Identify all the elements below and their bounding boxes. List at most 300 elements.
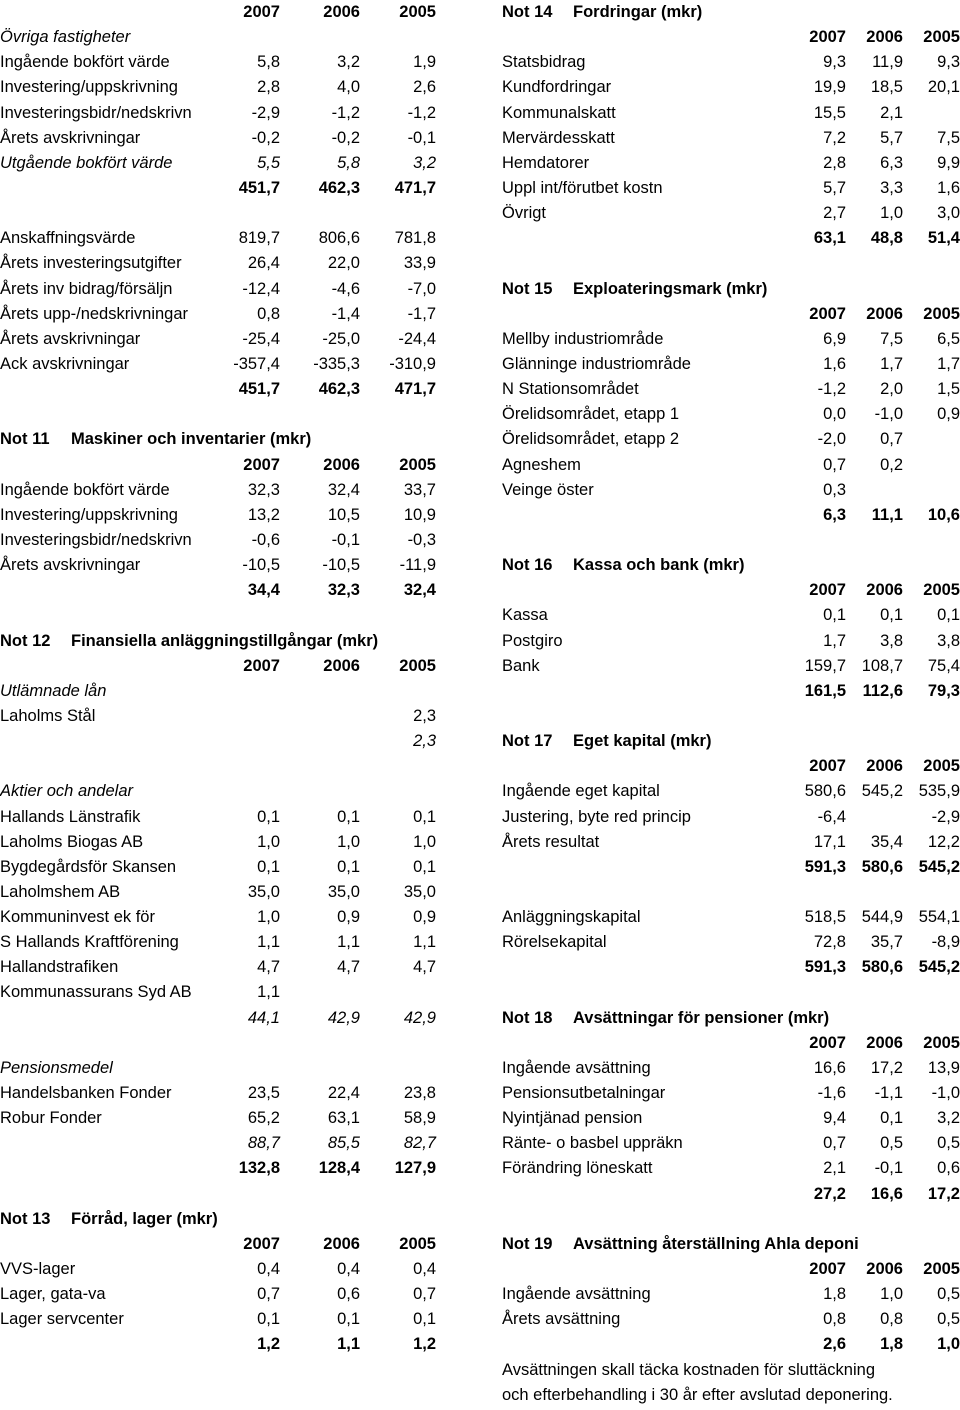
row-label: Utgående bokfört värde (0, 153, 173, 172)
value-2005: -1,7 (407, 304, 436, 323)
year-header-row (502, 1031, 960, 1056)
table-row (502, 352, 960, 377)
value-2006: 0,9 (337, 908, 360, 927)
note-number: Not 18 (502, 1008, 553, 1027)
value-2005: 2005 (923, 757, 960, 776)
table-row (502, 453, 960, 478)
value-2005: -24,4 (398, 329, 436, 348)
value-2005: 0,1 (937, 606, 960, 625)
row-label: S Hallands Kraftförening (0, 933, 179, 952)
table-row (0, 729, 440, 754)
value-2005: 13,9 (927, 1058, 960, 1077)
row-label: Ränte- o basbel uppräkn (502, 1134, 683, 1153)
spacer-row (0, 754, 440, 779)
value-2005: 12,2 (927, 832, 960, 851)
note-title: Avsättningar för pensioner (mkr) (573, 1008, 830, 1027)
value-2006: 4,7 (337, 958, 360, 977)
value-2007: 9,3 (823, 53, 846, 72)
value-2005: 35,0 (403, 882, 436, 901)
value-2005: -1,2 (407, 103, 436, 122)
value-2007: 0,1 (257, 807, 280, 826)
row-label: Rörelsekapital (502, 933, 607, 952)
value-2006: 2,0 (880, 380, 903, 399)
value-2006: -4,6 (331, 279, 360, 298)
value-2007: 591,3 (804, 958, 846, 977)
value-2006: 16,6 (870, 1184, 903, 1203)
value-2006: 0,7 (880, 430, 903, 449)
row-label: Glänninge industriområde (502, 354, 691, 373)
table-row (0, 830, 440, 855)
section-row (0, 779, 440, 804)
row-label: Anläggningskapital (502, 908, 641, 927)
value-2006: -0,1 (331, 530, 360, 549)
row-label: Justering, byte red princip (502, 807, 691, 826)
value-2006: 2006 (866, 304, 903, 323)
table-row (0, 277, 440, 302)
value-2007: 5,8 (257, 53, 280, 72)
value-2006: 0,6 (337, 1285, 360, 1304)
value-2006: 462,3 (318, 178, 360, 197)
value-2005: 0,7 (413, 1285, 436, 1304)
value-2006: 0,2 (880, 455, 903, 474)
value-2007: 0,3 (823, 480, 846, 499)
row-label: Avsättningen skall täcka kostnaden för sluttäckning (502, 1360, 875, 1379)
value-2007: 580,6 (804, 782, 846, 801)
total-row (0, 176, 440, 201)
value-2007: -1,2 (817, 380, 846, 399)
value-2005: 3,0 (937, 204, 960, 223)
value-2005: 0,9 (413, 908, 436, 927)
row-label: Kommunalskatt (502, 103, 616, 122)
value-2005: -1,0 (931, 1084, 960, 1103)
value-2005: -2,9 (931, 807, 960, 826)
table-row (0, 1282, 440, 1307)
row-label: och efterbehandling i 30 år efter avslutad deponering. (502, 1385, 893, 1404)
value-2007: 2007 (809, 304, 846, 323)
value-2006: 2006 (323, 455, 360, 474)
row-label: Årets investeringsutgifter (0, 254, 182, 273)
value-2005: 2005 (399, 656, 436, 675)
value-2007: -6,4 (817, 807, 846, 826)
value-2006: 1,0 (880, 204, 903, 223)
row-label: VVS-lager (0, 1260, 76, 1279)
value-2006: 545,2 (861, 782, 903, 801)
table-row (502, 1282, 960, 1307)
table-row (0, 503, 440, 528)
value-2007: 1,0 (257, 908, 280, 927)
value-2005: 0,1 (413, 807, 436, 826)
table-row (0, 955, 440, 980)
total-row (0, 1156, 440, 1181)
note-heading (502, 1006, 960, 1031)
value-2007: -2,0 (817, 430, 846, 449)
row-label: Mervärdesskatt (502, 128, 615, 147)
note-title: Maskiner och inventarier (mkr) (71, 430, 312, 449)
value-2006: 2,1 (880, 103, 903, 122)
value-2007: 2,6 (823, 1335, 846, 1354)
value-2005: 2,3 (413, 706, 436, 725)
value-2005: 9,9 (937, 153, 960, 172)
value-2007: 44,1 (247, 1008, 280, 1027)
value-2005: 545,2 (918, 857, 960, 876)
section-label: Utlämnade lån (0, 681, 107, 700)
value-2005: 79,3 (927, 681, 960, 700)
table-row (502, 1056, 960, 1081)
value-2005: 2005 (399, 1234, 436, 1253)
note-heading (0, 1207, 440, 1232)
value-2007: 2007 (243, 656, 280, 675)
value-2005: 1,9 (413, 53, 436, 72)
value-2005: 2,3 (413, 732, 436, 751)
value-2007: 0,1 (257, 857, 280, 876)
value-2006: 580,6 (861, 857, 903, 876)
value-2007: 2,1 (823, 1159, 846, 1178)
value-2006: 2006 (323, 656, 360, 675)
value-2005: 4,7 (413, 958, 436, 977)
value-2007: 0,0 (823, 405, 846, 424)
row-label: Postgiro (502, 631, 563, 650)
value-2007: 7,2 (823, 128, 846, 147)
value-2007: 35,0 (247, 882, 280, 901)
value-2007: 1,1 (257, 983, 280, 1002)
spacer-row (502, 980, 960, 1005)
value-2007: 32,3 (247, 480, 280, 499)
table-row (0, 1081, 440, 1106)
value-2006: -335,3 (313, 354, 360, 373)
total-row (502, 855, 960, 880)
value-2005: -11,9 (399, 556, 436, 575)
value-2006: 0,1 (337, 807, 360, 826)
value-2006: 2006 (323, 3, 360, 21)
value-2005: 127,9 (394, 1159, 436, 1178)
value-2006: 580,6 (861, 958, 903, 977)
value-2006: 17,2 (870, 1058, 903, 1077)
year-header-row (0, 0, 440, 25)
value-2006: 3,3 (880, 178, 903, 197)
table-row (502, 402, 960, 427)
value-2006: 1,0 (880, 1285, 903, 1304)
footnote-row (502, 1383, 960, 1408)
table-row (502, 1106, 960, 1131)
value-2006: 0,4 (337, 1260, 360, 1279)
row-label: Ingående bokfört värde (0, 480, 170, 499)
value-2005: 0,5 (937, 1310, 960, 1329)
note-title: Avsättning återställning Ahla deponi (573, 1234, 859, 1253)
value-2007: 2007 (809, 1260, 846, 1279)
row-label: Örelidsområdet, etapp 2 (502, 430, 680, 449)
value-2006: 32,4 (327, 480, 360, 499)
value-2007: 13,2 (247, 505, 280, 524)
table-row (0, 1307, 440, 1332)
table-row (0, 251, 440, 276)
value-2006: -25,0 (322, 329, 360, 348)
spacer-row (502, 880, 960, 905)
row-label: Investering/uppskrivning (0, 505, 178, 524)
value-2006: 462,3 (318, 380, 360, 399)
value-2006: 0,1 (880, 606, 903, 625)
table-row (0, 101, 440, 126)
value-2005: -0,3 (407, 530, 436, 549)
value-2005: 2005 (923, 1260, 960, 1279)
row-label: Hemdatorer (502, 153, 590, 172)
table-row (502, 151, 960, 176)
value-2005: 1,2 (413, 1335, 436, 1354)
value-2007: 2,8 (257, 78, 280, 97)
value-2007: 1,7 (823, 631, 846, 650)
value-2007: 451,7 (238, 178, 280, 197)
value-2007: 132,8 (238, 1159, 280, 1178)
table-row (502, 629, 960, 654)
value-2005: 10,9 (403, 505, 436, 524)
table-row (0, 226, 440, 251)
table-row (502, 1156, 960, 1181)
table-row (0, 1106, 440, 1131)
value-2006: 1,0 (337, 832, 360, 851)
value-2007: 451,7 (238, 380, 280, 399)
table-row (502, 101, 960, 126)
spacer-row (0, 1182, 440, 1207)
value-2007: 1,6 (823, 354, 846, 373)
year-header-row (502, 302, 960, 327)
value-2006: 2006 (866, 1260, 903, 1279)
value-2005: 2005 (399, 3, 436, 21)
row-label: Förändring löneskatt (502, 1159, 653, 1178)
value-2007: 518,5 (804, 908, 846, 927)
value-2007: 2,8 (823, 153, 846, 172)
value-2005: 781,8 (394, 229, 436, 248)
value-2007: 17,1 (813, 832, 846, 851)
row-label: Hallands Länstrafik (0, 807, 141, 826)
row-label: Årets inv bidrag/försäljn (0, 279, 173, 298)
value-2007: 2007 (243, 455, 280, 474)
table-row (0, 880, 440, 905)
value-2006: 22,0 (327, 254, 360, 273)
spacer-row (0, 603, 440, 628)
value-2007: 65,2 (247, 1109, 280, 1128)
value-2007: 27,2 (813, 1184, 846, 1203)
section-label: Pensionsmedel (0, 1058, 113, 1077)
value-2006: -0,1 (874, 1159, 903, 1178)
value-2005: 2005 (923, 581, 960, 600)
value-2006: 2006 (866, 28, 903, 47)
row-label: Örelidsområdet, etapp 1 (502, 405, 680, 424)
value-2005: 1,5 (937, 380, 960, 399)
note-title: Kassa och bank (mkr) (573, 556, 745, 575)
note-number: Not 19 (502, 1234, 553, 1253)
table-row (0, 75, 440, 100)
value-2005: -0,1 (407, 128, 436, 147)
value-2007: 26,4 (247, 254, 280, 273)
value-2005: 0,5 (937, 1134, 960, 1153)
table-row (0, 905, 440, 930)
section-label: Övriga fastigheter (0, 28, 131, 47)
value-2007: 0,1 (257, 1310, 280, 1329)
value-2006: 7,5 (880, 329, 903, 348)
row-label: Lager servcenter (0, 1310, 124, 1329)
value-2006: 128,4 (318, 1159, 360, 1178)
note-heading (502, 553, 960, 578)
section-row (0, 679, 440, 704)
value-2005: 0,9 (937, 405, 960, 424)
value-2005: 2005 (923, 28, 960, 47)
note-number: Not 12 (0, 631, 51, 650)
row-label: Ingående avsättning (502, 1058, 651, 1077)
row-label: Laholms Stål (0, 706, 96, 725)
value-2006: 0,1 (337, 1310, 360, 1329)
spacer-row (502, 251, 960, 276)
value-2005: 0,6 (937, 1159, 960, 1178)
total-row (0, 377, 440, 402)
year-header-row (0, 654, 440, 679)
note-heading (502, 0, 960, 25)
table-row (502, 1081, 960, 1106)
value-2007: 2007 (809, 28, 846, 47)
value-2007: 2007 (243, 1234, 280, 1253)
value-2007: -12,4 (242, 279, 280, 298)
table-row (0, 704, 440, 729)
section-row (0, 1056, 440, 1081)
row-label: Övrigt (502, 204, 547, 223)
value-2005: 545,2 (918, 958, 960, 977)
value-2006: 1,7 (880, 354, 903, 373)
value-2006: 2006 (866, 1033, 903, 1052)
value-2005: 1,6 (937, 178, 960, 197)
row-label: Veinge öster (502, 480, 594, 499)
row-label: Robur Fonder (0, 1109, 102, 1128)
value-2006: 1,1 (337, 933, 360, 952)
total-row (502, 679, 960, 704)
value-2007: 1,2 (257, 1335, 280, 1354)
value-2006: 2006 (866, 581, 903, 600)
total-row (502, 1332, 960, 1357)
value-2006: 63,1 (327, 1109, 360, 1128)
note-title: Finansiella anläggningstillgångar (mkr) (71, 631, 379, 650)
value-2007: 63,1 (813, 229, 846, 248)
value-2006: 544,9 (861, 908, 903, 927)
note-title: Eget kapital (mkr) (573, 732, 712, 751)
row-label: Pensionsutbetalningar (502, 1084, 666, 1103)
note-title: Förråd, lager (mkr) (71, 1209, 218, 1228)
table-row (0, 1131, 440, 1156)
value-2007: 0,8 (257, 304, 280, 323)
value-2006: 48,8 (870, 229, 903, 248)
value-2005: 535,9 (918, 782, 960, 801)
table-row (0, 980, 440, 1005)
value-2006: 10,5 (327, 505, 360, 524)
value-2005: 3,8 (937, 631, 960, 650)
row-label: Årets resultat (502, 832, 600, 851)
table-row (502, 930, 960, 955)
value-2005: 0,1 (413, 1310, 436, 1329)
row-label: Årets avskrivningar (0, 329, 141, 348)
row-label: N Stationsområdet (502, 380, 639, 399)
table-row (502, 830, 960, 855)
year-header-row (0, 1232, 440, 1257)
value-2005: 6,5 (937, 329, 960, 348)
value-2006: 32,3 (327, 581, 360, 600)
table-row (0, 1006, 440, 1031)
value-2007: 5,7 (823, 178, 846, 197)
left-column (0, 0, 440, 1358)
note-number: Not 14 (502, 3, 553, 21)
value-2006: 0,1 (337, 857, 360, 876)
value-2005: 58,9 (403, 1109, 436, 1128)
table-row (502, 905, 960, 930)
value-2007: 88,7 (247, 1134, 280, 1153)
value-2006: -10,5 (322, 556, 360, 575)
row-label: Laholmshem AB (0, 882, 121, 901)
value-2007: 5,5 (257, 153, 280, 172)
value-2006: -1,0 (874, 405, 903, 424)
value-2007: 819,7 (238, 229, 280, 248)
table-row (502, 176, 960, 201)
value-2006: 806,6 (318, 229, 360, 248)
spacer-row (0, 201, 440, 226)
value-2006: 0,8 (880, 1310, 903, 1329)
value-2005: 2005 (923, 1033, 960, 1052)
value-2006: 35,4 (870, 832, 903, 851)
spacer-row (0, 1031, 440, 1056)
row-label: Agneshem (502, 455, 581, 474)
value-2007: 4,7 (257, 958, 280, 977)
table-row (502, 779, 960, 804)
table-row (0, 1257, 440, 1282)
section-label: Aktier och andelar (0, 782, 133, 801)
table-row (502, 1307, 960, 1332)
year-header-row (502, 754, 960, 779)
value-2005: 1,0 (413, 832, 436, 851)
table-row (502, 427, 960, 452)
value-2006: -1,4 (331, 304, 360, 323)
row-label: Kassa (502, 606, 548, 625)
value-2006: 0,1 (880, 1109, 903, 1128)
value-2007: 2,7 (823, 204, 846, 223)
row-label: Anskaffningsvärde (0, 229, 136, 248)
value-2006: 3,2 (337, 53, 360, 72)
table-row (0, 327, 440, 352)
row-label: Kommunassurans Syd AB (0, 983, 192, 1002)
row-label: Uppl int/förutbet kostn (502, 178, 663, 197)
value-2007: 1,8 (823, 1285, 846, 1304)
right-column (502, 0, 960, 1408)
value-2005: 33,9 (403, 254, 436, 273)
value-2006: -0,2 (331, 128, 360, 147)
table-row (0, 151, 440, 176)
note-heading (0, 427, 440, 452)
value-2005: 2,6 (413, 78, 436, 97)
value-2005: 1,1 (413, 933, 436, 952)
note-heading (502, 1232, 960, 1257)
row-label: Kommuninvest ek för (0, 908, 155, 927)
value-2005: 23,8 (403, 1084, 436, 1103)
value-2007: 1,0 (257, 832, 280, 851)
table-row (502, 478, 960, 503)
row-label: Investering/uppskrivning (0, 78, 178, 97)
table-row (0, 478, 440, 503)
value-2006: 4,0 (337, 78, 360, 97)
value-2005: -310,9 (389, 354, 436, 373)
table-row (502, 1131, 960, 1156)
value-2007: 2007 (243, 3, 280, 21)
note-title: Exploateringsmark (mkr) (573, 279, 768, 298)
value-2006: 108,7 (861, 656, 903, 675)
value-2005: 1,0 (937, 1335, 960, 1354)
row-label: Bygdegårdsför Skansen (0, 857, 177, 876)
value-2007: 2007 (809, 1033, 846, 1052)
table-row (0, 805, 440, 830)
total-row (502, 1182, 960, 1207)
note-number: Not 17 (502, 732, 553, 751)
